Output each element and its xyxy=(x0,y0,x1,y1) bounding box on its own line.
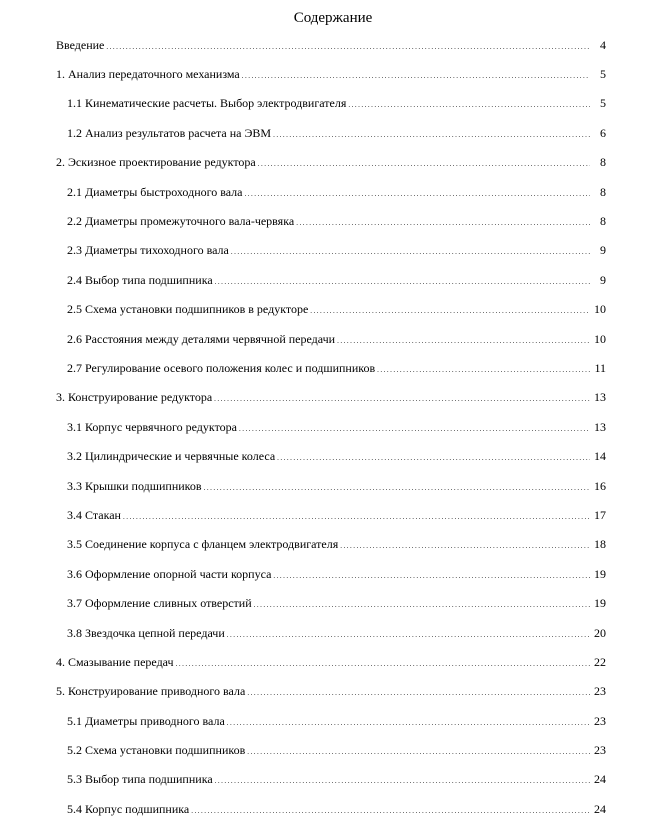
toc-entry-page: 24 xyxy=(594,801,606,816)
toc-entry-label: 5.4 Корпус подшипника xyxy=(67,801,190,816)
toc-entry-page: 22 xyxy=(594,654,606,669)
toc-dot-leader xyxy=(191,804,590,818)
toc-entry[interactable] xyxy=(56,383,606,412)
toc-entry-page: 9 xyxy=(600,272,606,287)
toc-entry[interactable] xyxy=(56,765,606,794)
toc-dot-leader xyxy=(273,569,590,583)
toc-dot-leader xyxy=(247,745,590,759)
toc-dot-leader xyxy=(123,510,590,524)
toc-entry[interactable] xyxy=(56,236,606,265)
toc-entry[interactable] xyxy=(56,30,606,59)
toc-entry-label: 2.3 Диаметры тихоходного вала xyxy=(67,243,229,258)
toc-dot-leader xyxy=(254,598,590,612)
toc-entry-label: 2.6 Расстояния между деталями червячной передачи xyxy=(67,331,336,346)
toc-entry[interactable] xyxy=(56,500,606,529)
toc-dot-leader xyxy=(340,539,590,553)
toc-entry[interactable] xyxy=(56,794,606,823)
toc-dot-leader xyxy=(214,392,590,406)
toc-dot-leader xyxy=(247,686,590,700)
toc-entry-label: 5.2 Схема установки подшипников xyxy=(67,743,246,758)
toc-entry-label: 3.1 Корпус червячного редуктора xyxy=(67,419,237,434)
toc-dot-leader xyxy=(245,187,591,201)
toc-entry-label: 3. Конструирование редуктора xyxy=(56,390,213,405)
toc-entry[interactable] xyxy=(56,265,606,294)
toc-entry-label: 2.1 Диаметры быстроходного вала xyxy=(67,184,243,199)
toc-entry-page: 8 xyxy=(600,214,606,229)
toc-entry[interactable] xyxy=(56,324,606,353)
toc-entry-page: 24 xyxy=(594,772,606,787)
toc-dot-leader xyxy=(215,774,590,788)
toc-entry-page: 8 xyxy=(600,184,606,199)
toc-entry[interactable] xyxy=(56,59,606,88)
toc-dot-leader xyxy=(239,422,590,436)
toc-entry[interactable] xyxy=(56,647,606,676)
toc-entry-page: 23 xyxy=(594,713,606,728)
toc-entry-label: 1.1 Кинематические расчеты. Выбор электродвигателя xyxy=(67,96,347,111)
toc-entry-label: 5.3 Выбор типа подшипника xyxy=(67,772,213,787)
toc-entry-label: 3.6 Оформление опорной части корпуса xyxy=(67,566,272,581)
toc-entry-label: 2. Эскизное проектирование редуктора xyxy=(56,155,256,170)
toc-entry[interactable] xyxy=(56,441,606,470)
toc-dot-leader xyxy=(258,157,590,171)
toc-entry-page: 8 xyxy=(600,155,606,170)
toc-entry-label: 5.1 Диаметры приводного вала xyxy=(67,713,225,728)
toc-entry[interactable] xyxy=(56,618,606,647)
toc-dot-leader xyxy=(277,451,590,465)
toc-dot-leader xyxy=(106,40,590,54)
toc-entry[interactable] xyxy=(56,471,606,500)
toc-entry-page: 14 xyxy=(594,449,606,464)
toc-entry-page: 6 xyxy=(600,125,606,140)
toc-entry[interactable] xyxy=(56,148,606,177)
toc-entry-page: 23 xyxy=(594,684,606,699)
toc-dot-leader xyxy=(176,657,590,671)
toc-dot-leader xyxy=(242,69,590,83)
toc-entry[interactable] xyxy=(56,206,606,235)
toc-entry-page: 20 xyxy=(594,625,606,640)
toc-entry-label: 2.2 Диаметры промежуточного вала-червяка xyxy=(67,214,295,229)
toc-entry[interactable] xyxy=(56,412,606,441)
toc-entry-label: 3.4 Стакан xyxy=(67,507,121,522)
toc-entry-page: 19 xyxy=(594,596,606,611)
toc-entry[interactable] xyxy=(56,177,606,206)
toc-entry-page: 11 xyxy=(594,360,606,375)
toc-dot-leader xyxy=(348,98,590,112)
toc-entry-page: 13 xyxy=(594,390,606,405)
toc-dot-leader xyxy=(204,481,590,495)
toc-entry-page: 18 xyxy=(594,537,606,552)
toc-entry[interactable] xyxy=(56,353,606,382)
toc-entry[interactable] xyxy=(56,118,606,147)
toc-entry-label: 2.4 Выбор типа подшипника xyxy=(67,272,213,287)
toc-dot-leader xyxy=(310,304,590,318)
toc-entry-page: 17 xyxy=(594,507,606,522)
toc-dot-leader xyxy=(227,716,590,730)
toc-entry[interactable] xyxy=(56,735,606,764)
toc-dot-leader xyxy=(215,275,590,289)
toc-entry-page: 23 xyxy=(594,743,606,758)
toc-entry-label: 3.2 Цилиндрические и червячные колеса xyxy=(67,449,276,464)
table-of-contents xyxy=(56,30,606,824)
toc-entry-label: 5. Конструирование приводного вала xyxy=(56,684,246,699)
toc-entry-label: 3.7 Оформление сливных отверстий xyxy=(67,596,252,611)
toc-entry-label: Введение xyxy=(56,37,105,52)
toc-entry[interactable] xyxy=(56,530,606,559)
toc-dot-leader xyxy=(337,334,590,348)
toc-entry-label: 1. Анализ передаточного механизма xyxy=(56,67,240,82)
toc-entry-label: 3.8 Звездочка цепной передачи xyxy=(67,625,225,640)
toc-entry-page: 13 xyxy=(594,419,606,434)
toc-entry-page: 5 xyxy=(600,67,606,82)
toc-entry-page: 5 xyxy=(600,96,606,111)
toc-entry-page: 4 xyxy=(600,37,606,52)
toc-entry-page: 19 xyxy=(594,566,606,581)
toc-entry-label: 3.3 Крышки подшипников xyxy=(67,478,202,493)
toc-entry[interactable] xyxy=(56,559,606,588)
toc-dot-leader xyxy=(377,363,590,377)
toc-entry[interactable] xyxy=(56,588,606,617)
toc-entry[interactable] xyxy=(56,706,606,735)
toc-entry-label: 2.7 Регулирование осевого положения колес и подшипников xyxy=(67,360,376,375)
toc-dot-leader xyxy=(296,216,590,230)
toc-entry[interactable] xyxy=(56,677,606,706)
toc-entry-label: 1.2 Анализ результатов расчета на ЭВМ xyxy=(67,125,272,140)
page-title: Содержание xyxy=(293,10,373,26)
toc-entry-label: 3.5 Соединение корпуса с фланцем электродвигателя xyxy=(67,537,339,552)
toc-dot-leader xyxy=(231,245,590,259)
toc-entry-page: 16 xyxy=(594,478,606,493)
toc-entry[interactable] xyxy=(56,295,606,324)
toc-entry-page: 10 xyxy=(594,302,606,317)
toc-entry-label: 4. Смазывание передач xyxy=(56,654,174,669)
toc-entry-page: 9 xyxy=(600,243,606,258)
toc-dot-leader xyxy=(227,628,590,642)
toc-dot-leader xyxy=(273,128,590,142)
toc-entry-label: 2.5 Схема установки подшипников в редукторе xyxy=(67,302,309,317)
toc-entry-page: 10 xyxy=(594,331,606,346)
toc-entry[interactable] xyxy=(56,89,606,118)
